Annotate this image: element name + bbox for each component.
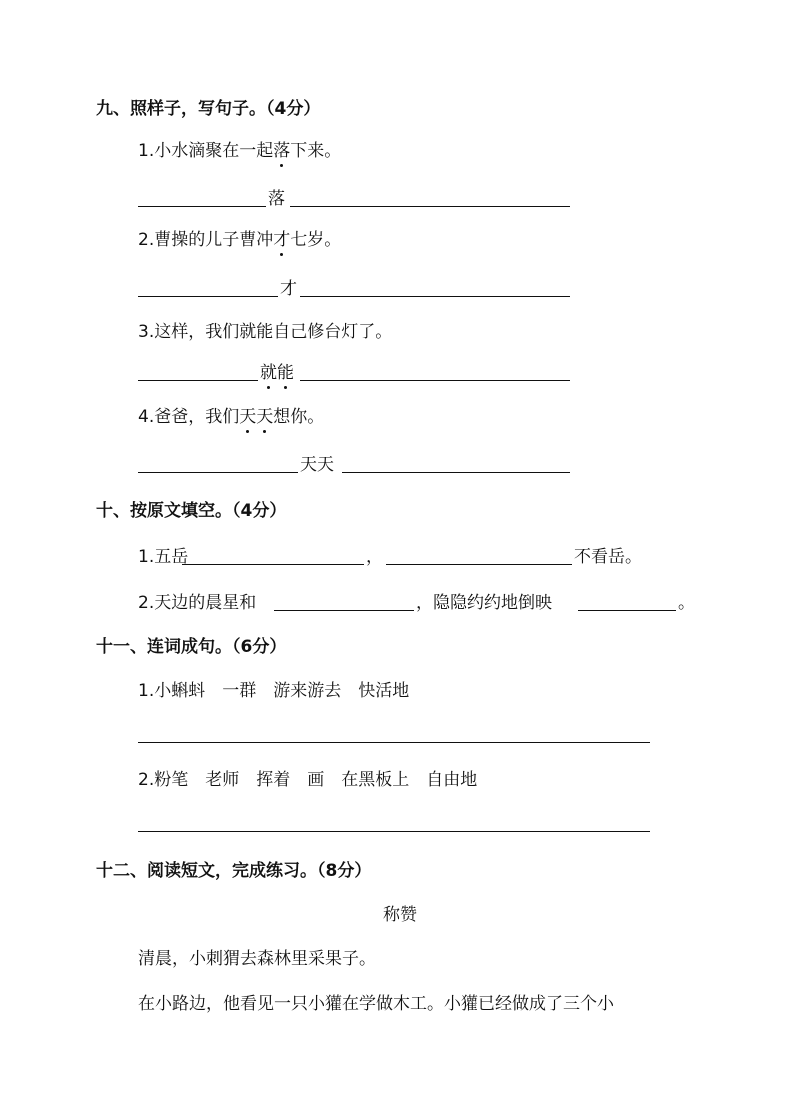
answer-line[interactable] bbox=[138, 296, 278, 297]
q9-1-post: 下来。 bbox=[290, 141, 342, 161]
question-9-4 bbox=[138, 402, 324, 427]
question-9-2 bbox=[138, 225, 341, 250]
q10-2-post: 。 bbox=[678, 593, 695, 613]
q10-1-post: 不看岳。 bbox=[574, 547, 642, 567]
q9-4-word-char: 天 bbox=[300, 455, 317, 475]
question-9-3: 3.这样，我们就能自己修台灯了。 bbox=[138, 322, 393, 342]
answer-line[interactable] bbox=[138, 742, 650, 743]
blank-line[interactable] bbox=[578, 610, 676, 611]
q9-1-pre: 1.小水滴聚在一起 bbox=[138, 141, 274, 161]
q9-2-dotted-char: 才 bbox=[273, 225, 290, 250]
q9-2-word: 才 bbox=[280, 279, 297, 299]
answer-line[interactable] bbox=[138, 831, 650, 832]
answer-line[interactable] bbox=[290, 206, 570, 207]
passage-paragraph: 在小路边，他看见一只小獾在学做木工。小獾已经做成了三个小 bbox=[138, 994, 614, 1014]
question-9-1 bbox=[138, 136, 341, 161]
q10-1-pre: 1.五岳 bbox=[138, 547, 189, 567]
question-11-2: 2.粉笔 老师 挥着 画 在黑板上 自由地 bbox=[138, 770, 478, 790]
q10-2-pre: 2.天边的晨星和 bbox=[138, 593, 257, 613]
q9-3-word-char: 能 bbox=[277, 358, 294, 383]
q10-2-mid: ，隐隐约约地倒映 bbox=[416, 593, 552, 613]
q9-4-dotted-char: 天 bbox=[256, 402, 273, 427]
q9-3-word bbox=[260, 358, 294, 383]
answer-line[interactable] bbox=[300, 380, 570, 381]
section-9-heading: 九、照样子，写句子。（4分） bbox=[96, 99, 321, 119]
q9-4-pre: 4.爸爸，我们 bbox=[138, 407, 240, 427]
section-10-heading: 十、按原文填空。（4分） bbox=[96, 501, 287, 521]
blank-line[interactable] bbox=[182, 564, 364, 565]
answer-line[interactable] bbox=[342, 472, 570, 473]
q9-4-word-char: 天 bbox=[317, 455, 334, 475]
answer-line[interactable] bbox=[300, 296, 570, 297]
answer-line[interactable] bbox=[138, 472, 298, 473]
q9-2-pre: 2.曹操的儿子曹冲 bbox=[138, 230, 274, 250]
blank-line[interactable] bbox=[274, 610, 414, 611]
q9-4-word bbox=[300, 450, 334, 475]
section-11-heading: 十一、连词成句。（6分） bbox=[96, 637, 287, 657]
q10-1-mid: ， bbox=[366, 547, 383, 567]
answer-line[interactable] bbox=[138, 206, 266, 207]
passage-paragraph: 清晨，小刺猬去森林里采果子。 bbox=[138, 949, 376, 969]
q9-1-dotted-char: 落 bbox=[273, 136, 290, 161]
q9-1-word: 落 bbox=[268, 189, 285, 209]
q9-3-word-char: 就 bbox=[260, 358, 277, 383]
q9-4-dotted-char: 天 bbox=[239, 402, 256, 427]
q9-2-post: 七岁。 bbox=[290, 230, 342, 250]
q9-4-post: 想你。 bbox=[273, 407, 325, 427]
section-12-heading: 十二、阅读短文，完成练习。（8分） bbox=[96, 861, 372, 881]
blank-line[interactable] bbox=[386, 564, 572, 565]
passage-title: 称赞 bbox=[383, 905, 417, 925]
answer-line[interactable] bbox=[138, 380, 258, 381]
question-11-1: 1.小蝌蚪 一群 游来游去 快活地 bbox=[138, 681, 410, 701]
